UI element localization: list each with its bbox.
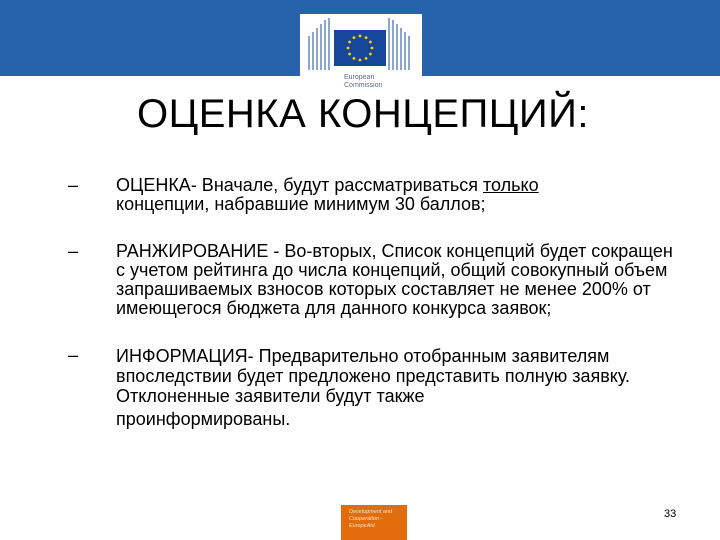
bullet-dash: – [68, 175, 79, 195]
bullet-ranking [68, 242, 678, 318]
bullet-underlined-text: только [483, 175, 539, 195]
footer-logo-line-1: Development and [349, 509, 393, 515]
bullet-text-last-line: проинформированы. [116, 409, 291, 429]
european-commission-logo [300, 14, 422, 96]
bullet-text: ОЦЕНКА- Вначале, будут рассматриваться [116, 175, 484, 195]
bullet-text: ИНФОРМАЦИЯ- Предварительно отобранным заявителям впоследствии будет предложено представить полную заявку. Отклоненные заявители будут также [116, 346, 631, 406]
bullet-text: РАНЖИРОВАНИЕ - Во-вторых, Список концепций будет сокращен с учетом рейтинга до числа концепций, общий совокупный объем запрашиваемых взносов которых составляет не менее 200% от имеющегося бюджета для данного конкурса заявок; [116, 241, 673, 318]
footer-logo-line-3: EuropeAid [349, 523, 375, 529]
bullet-information [68, 346, 678, 429]
bullet-dash: – [68, 241, 79, 261]
bullet-evaluation [68, 176, 678, 214]
bullet-list [68, 176, 678, 429]
page-number: 33 [664, 508, 677, 520]
europeaid-logo [341, 505, 407, 540]
slide-title: ОЦЕНКА КОНЦЕПЦИЙ: [137, 92, 589, 136]
bullet-text-continued: концепции, набравшие минимум 30 баллов; [116, 194, 486, 214]
footer-logo-line-2: Cooperation - [349, 516, 383, 522]
logo-label-commission: Commission [344, 82, 383, 89]
bullet-dash: – [68, 345, 79, 365]
logo-label-european: European [344, 74, 375, 81]
